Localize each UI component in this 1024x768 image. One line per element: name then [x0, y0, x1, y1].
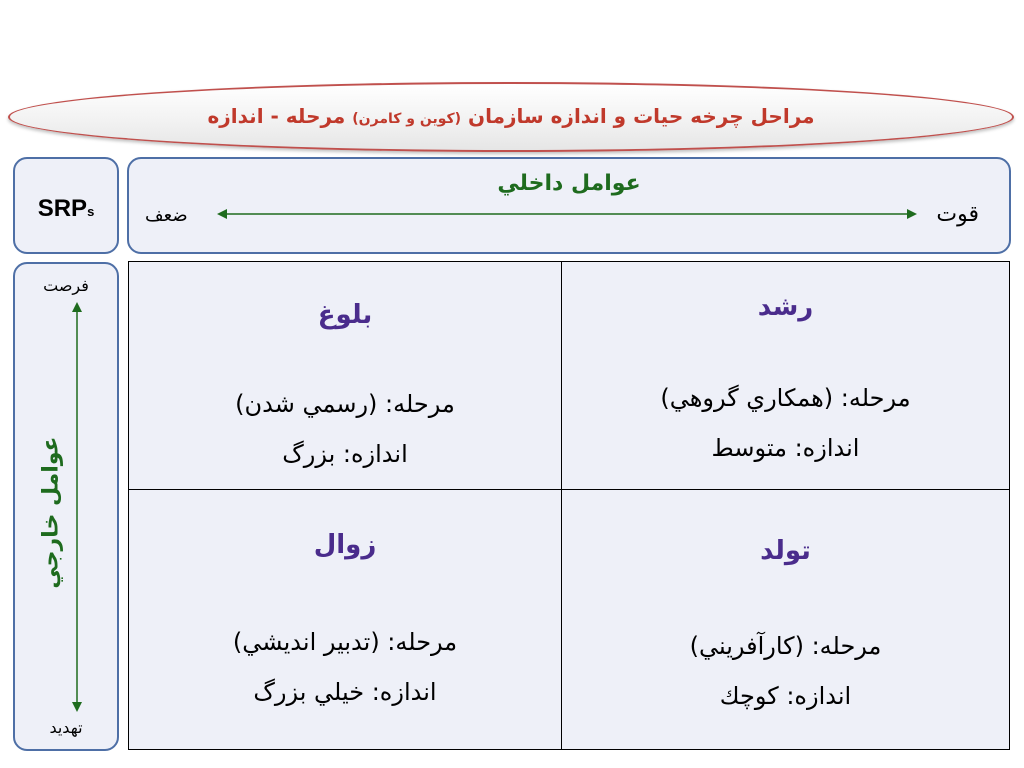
- stage-phase-birth: مرحله: (كارآفريني): [689, 632, 882, 660]
- internal-factors-title: عوامل داخلي: [497, 171, 641, 196]
- srp-label-main: SRP: [37, 195, 88, 222]
- external-factors-title-wrap: [29, 435, 73, 589]
- stage-name-birth: تولد: [760, 536, 811, 566]
- external-factors-title: عوامل خارجي: [38, 435, 64, 589]
- threat-label: تهديد: [49, 718, 83, 737]
- stage-cell-birth: [562, 490, 1009, 749]
- stage-phase-maturity: مرحله: (رسمي شدن): [235, 390, 455, 418]
- horizontal-double-arrow-icon: [217, 204, 917, 224]
- title-authors: (كوين و كامرن): [352, 111, 462, 127]
- strength-label: قوت: [936, 202, 979, 227]
- srp-panel: [13, 157, 119, 254]
- stage-size-maturity: اندازه: بزرگ: [282, 440, 408, 468]
- stage-cell-decline: [129, 490, 562, 749]
- stage-cell-maturity: [129, 262, 562, 490]
- stage-name-growth: رشد: [757, 292, 814, 322]
- weakness-label: ضعف: [145, 205, 188, 226]
- stage-grid: [128, 261, 1010, 750]
- stage-size-decline: اندازه: خيلي بزرگ: [253, 678, 437, 706]
- title-banner: [8, 82, 1014, 152]
- stage-size-growth: اندازه: متوسط: [711, 434, 860, 462]
- stage-phase-decline: مرحله: (تدبير انديشي): [232, 628, 458, 656]
- opportunity-label: فرصت: [43, 276, 89, 295]
- external-factors-panel: [13, 262, 119, 751]
- stage-cell-growth: [562, 262, 1009, 490]
- title-suffix: مرحله - اندازه: [207, 104, 346, 128]
- stage-name-maturity: بلوغ: [317, 300, 373, 330]
- stage-phase-growth: مرحله: (همكاري گروهي): [660, 384, 911, 412]
- page-title: [10, 104, 1012, 128]
- srp-label: [15, 195, 117, 223]
- stage-size-birth: اندازه: كوچك: [719, 682, 852, 710]
- srp-label-sub: s: [87, 204, 95, 219]
- internal-factors-panel: [127, 157, 1011, 254]
- title-main: مراحل چرخه حيات و اندازه سازمان: [468, 104, 815, 128]
- stage-name-decline: زوال: [313, 530, 377, 560]
